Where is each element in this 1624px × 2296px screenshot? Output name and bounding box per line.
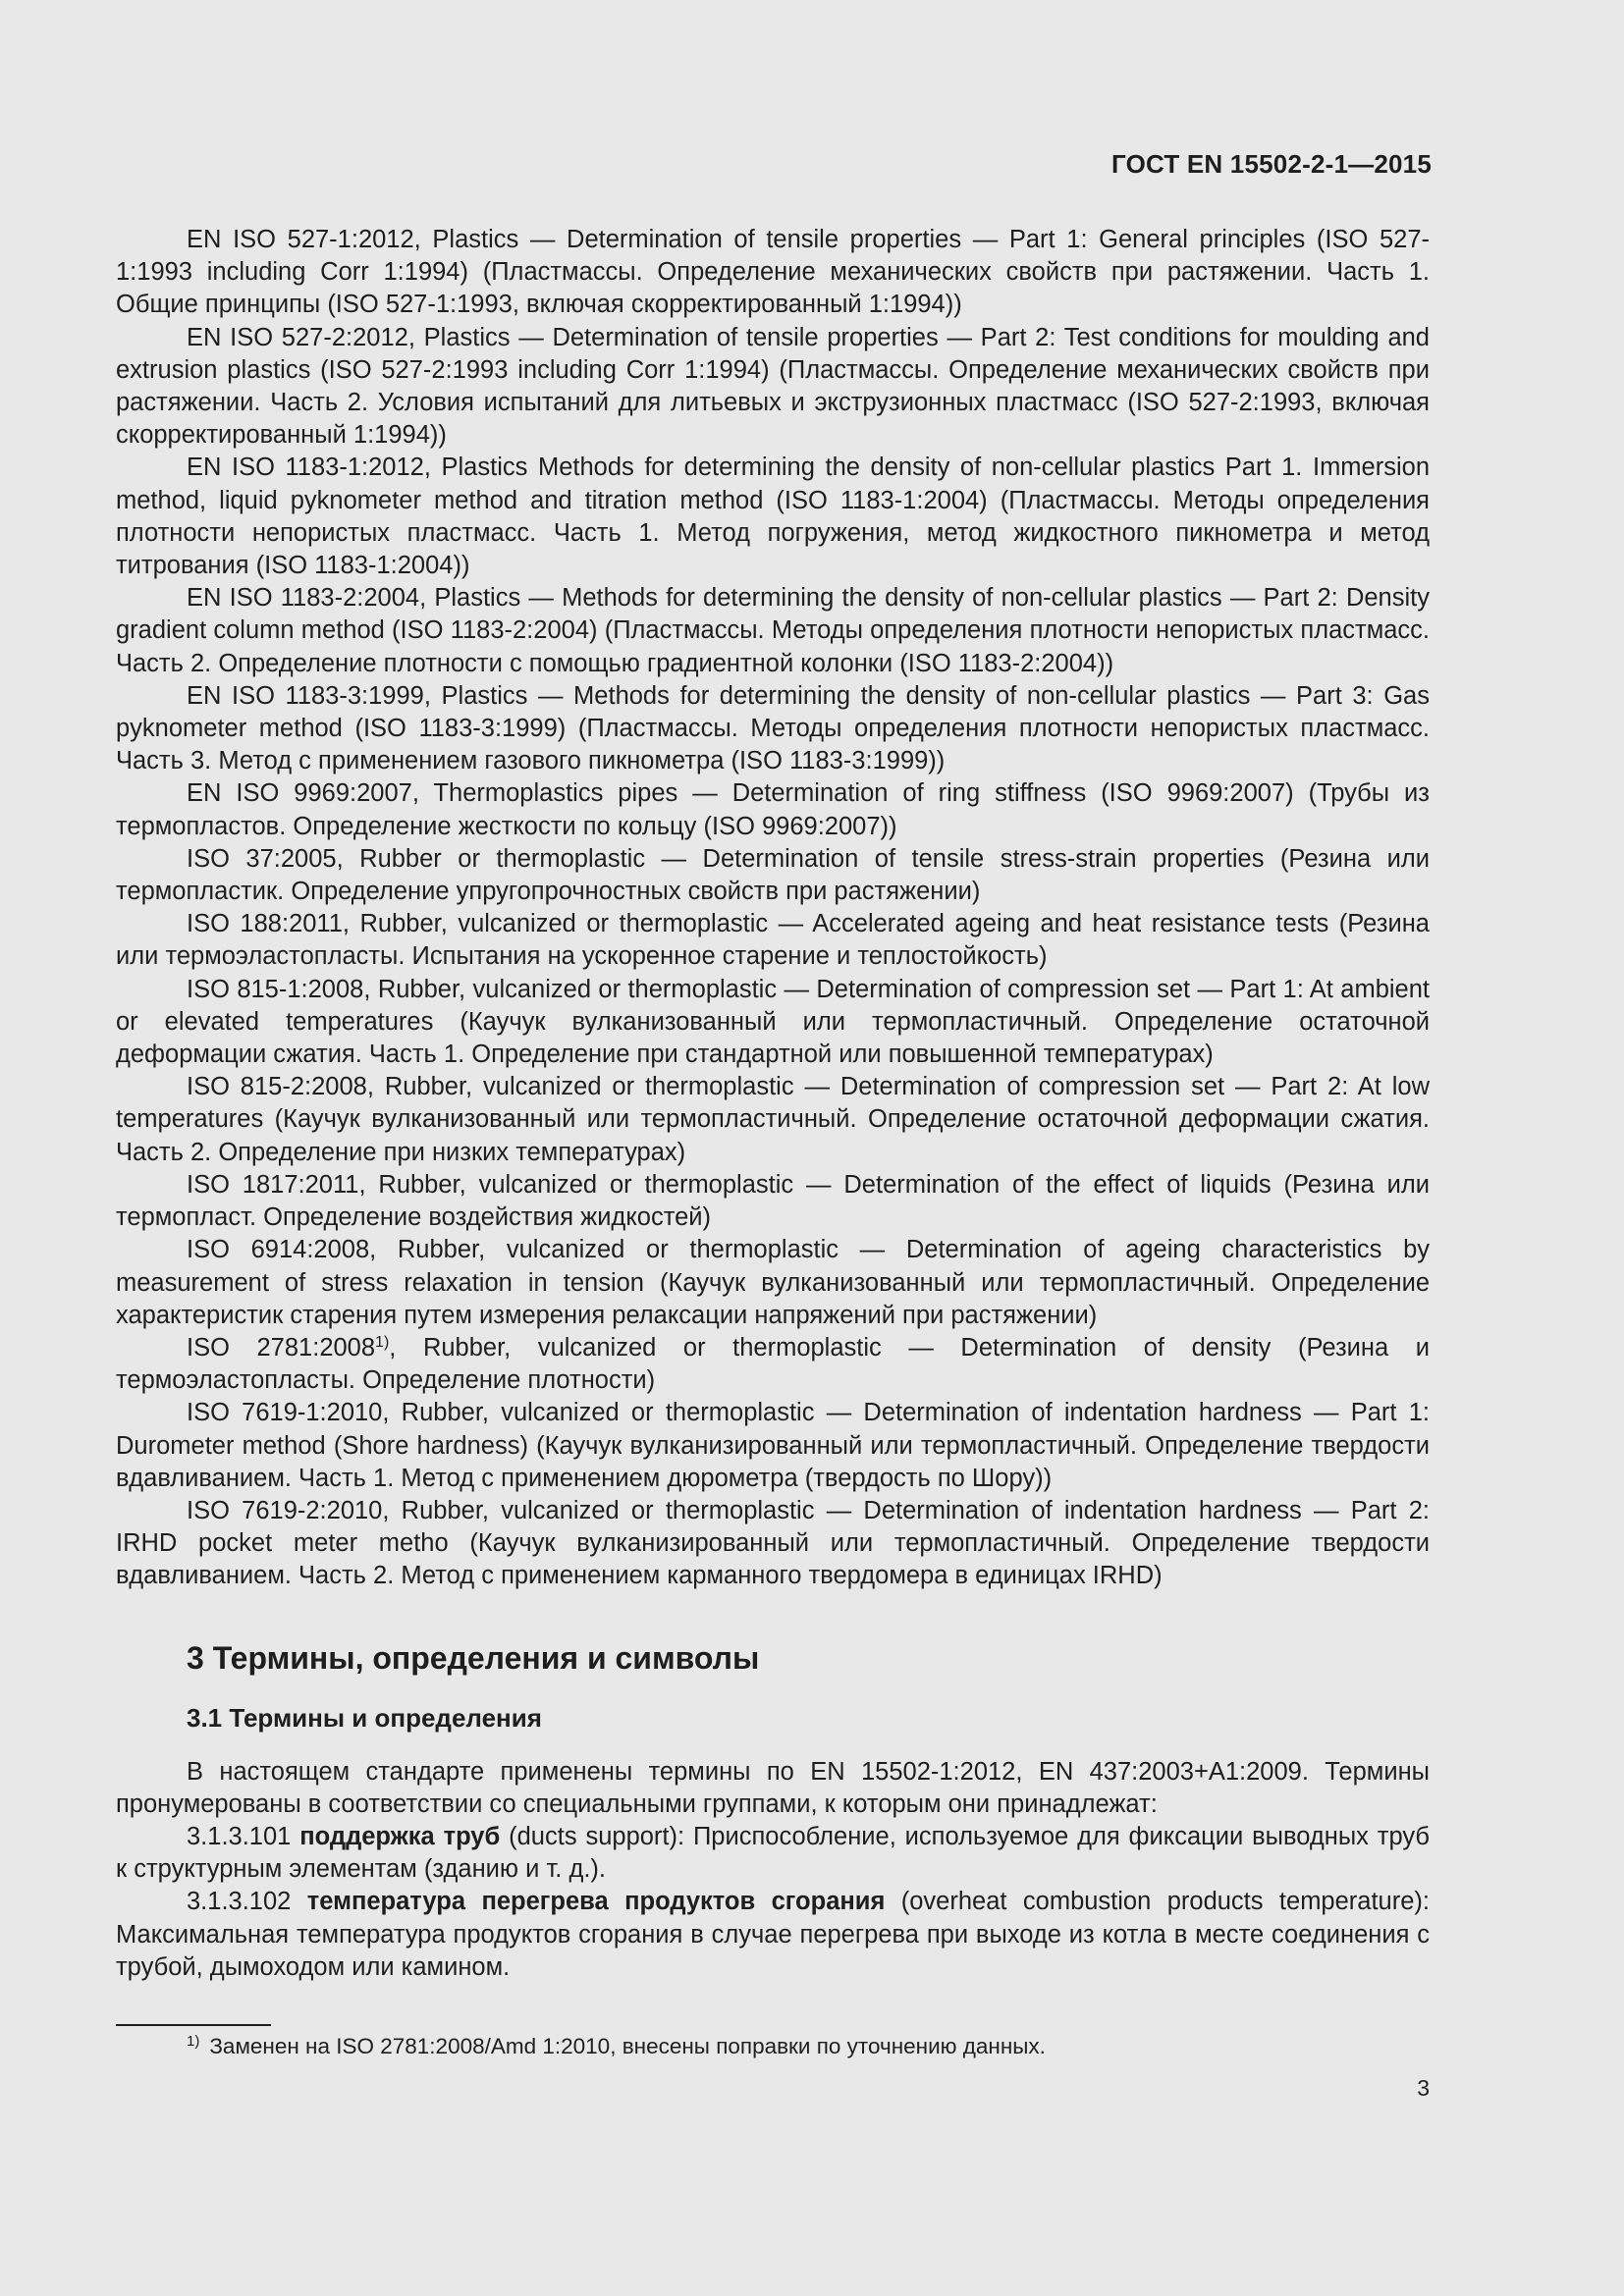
- reference-item: ISO 7619-1:2010, Rubber, vulcanized or thermoplastic — Determination of indentation hardness — Part 1: Durometer method (Shore hardness) (Каучук вулканизированный или термопластичный. Определение твердости вдавливанием. Часть 1. Метод с применением дюрометра (твердость по Шору)): [116, 1399, 1430, 1492]
- footnote-mark[interactable]: 1): [375, 1333, 390, 1351]
- term-text: (ducts support): Приспособление, используемое для фиксации выводных труб к структурным элементам (зданию и т. д.).: [116, 1822, 1430, 1884]
- reference-item: EN ISO 527-1:2012, Plastics — Determination of tensile properties — Part 1: General principles (ISO 527-1:1993 including Corr 1:1994) (Пластмассы. Определение механических свойств при растяжении. Часть 1. Общие принципы (ISO 527-1:1993, включая скорректированный 1:1994)): [116, 226, 1430, 319]
- reference-item: ISO 7619-2:2010, Rubber, vulcanized or thermoplastic — Determination of indentation hardness — Part 2: IRHD pocket meter metho (Каучук вулканизированный или термопластичный. Определение твердости вдавливанием. Часть 2. Метод с применением карманного твердомера в единицах IRHD): [116, 1496, 1430, 1590]
- reference-item: ISO 815-1:2008, Rubber, vulcanized or thermoplastic — Determination of compression set — Part 1: At ambient or elevated temperatures (Каучук вулканизованный или термопластичный. Определение остаточной деформации сжатия. Часть 1. Определение при стандартной или повышенной температурах): [116, 975, 1430, 1069]
- reference-item: EN ISO 1183-1:2012, Plastics Methods for determining the density of non-cellular plastics Part 1. Immersion method, liquid pyknometer method and titration method (ISO 1183-1:2004) (Пластмассы. Методы определения плотности непористых пластмасс. Часть 1. Метод погружения, метод жидкостного пикнометра и метод титрования (ISO 1183-1:2004)): [116, 454, 1430, 580]
- term-number: 3.1.3.102: [187, 1888, 307, 1916]
- term-name: температура перегрева продуктов сгорания: [306, 1888, 886, 1916]
- reference-item: ISO 6914:2008, Rubber, vulcanized or thermoplastic — Determination of ageing characteristics by measurement of stress relaxation in tension (Каучук вулканизованный или термопластичный. Определение характеристик старения путем измерения релаксации напряжений при растяжении): [116, 1236, 1430, 1329]
- term-definition: [116, 1886, 1430, 1984]
- page-number: 3: [1417, 2075, 1430, 2101]
- footnote-divider: [116, 2024, 271, 2026]
- reference-item: ISO 188:2011, Rubber, vulcanized or thermoplastic — Accelerated ageing and heat resistance tests (Резина или термоэластопласты. Испытания на ускоренное старение и теплостойкость): [116, 910, 1430, 971]
- subsection-title: 3.1 Термины и определения: [187, 1702, 542, 1733]
- reference-text: , Rubber, vulcanized or thermoplastic — Determination of density (Резина и термоэластопласты. Определение плотности): [116, 1333, 1430, 1395]
- reference-item: EN ISO 1183-2:2004, Plastics — Methods for determining the density of non-cellular plastics — Part 2: Density gradient column method (ISO 1183-2:2004) (Пластмассы. Методы определения плотности непористых пластмасс. Часть 2. Определение плотности с помощью градиентной колонки (ISO 1183-2:2004)): [116, 584, 1430, 677]
- intro-paragraph: В настоящем стандарте применены термины по EN 15502-1:2012, EN 437:2003+A1:2009. Термины пронумерованы в соответствии со специальными группами, к которым они принадлежат:: [116, 1757, 1430, 1818]
- term-name: поддержка труб: [299, 1822, 501, 1850]
- reference-item: ISO 37:2005, Rubber or thermoplastic — Determination of tensile stress-strain properties (Резина или термопластик. Определение упругопрочностных свойств при растяжении): [116, 844, 1430, 906]
- reference-item-iso-2781: [116, 1332, 1430, 1397]
- term-text: (overheat combustion products temperature): Максимальная температура продуктов сгорания в случае перегрева при выходе из котла в месте соединения с трубой, дымоходом или камином.: [116, 1888, 1430, 1981]
- reference-item: ISO 1817:2011, Rubber, vulcanized or thermoplastic — Determination of the effect of liquids (Резина или термопласт. Определение воздействия жидкостей): [116, 1170, 1430, 1232]
- term-number: 3.1.3.101: [187, 1822, 300, 1850]
- footnote: [187, 2032, 1046, 2061]
- reference-code: ISO 2781:2008: [187, 1333, 376, 1362]
- footnote-text: Заменен на ISO 2781:2008/Amd 1:2010, внесены поправки по уточнению данных.: [209, 2034, 1046, 2058]
- term-definition: [116, 1821, 1430, 1886]
- section-title: 3 Термины, определения и символы: [187, 1639, 760, 1676]
- reference-item: EN ISO 527-2:2012, Plastics — Determination of tensile properties — Part 2: Test conditions for moulding and extrusion plastics (ISO 527-2:1993 including Corr 1:1994) (Пластмассы. Определение механических свойств при растяжении. Часть 2. Условия испытаний для литьевых и экструзионных пластмасс (ISO 527-2:1993, включая скорректированный 1:1994)): [116, 323, 1430, 450]
- footnote-mark: 1): [187, 2033, 200, 2050]
- reference-item: EN ISO 9969:2007, Thermoplastics pipes — Determination of ring stiffness (ISO 9969:2007) (Трубы из термопластов. Определение жесткости по кольцу (ISO 9969:2007)): [116, 779, 1430, 840]
- reference-item: ISO 815-2:2008, Rubber, vulcanized or thermoplastic — Determination of compression set — Part 2: At low temperatures (Каучук вулканизованный или термопластичный. Определение остаточной деформации сжатия. Часть 2. Определение при низких температурах): [116, 1073, 1430, 1166]
- document-header: ГОСТ EN 15502-2-1—2015: [1111, 149, 1432, 179]
- reference-item: EN ISO 1183-3:1999, Plastics — Methods for determining the density of non-cellular plastics — Part 3: Gas pyknometer method (ISO 1183-3:1999) (Пластмассы. Методы определения плотности непористых пластмасс. Часть 3. Метод с применением газового пикнометра (ISO 1183-3:1999)): [116, 681, 1430, 775]
- page-content: [116, 224, 1430, 1984]
